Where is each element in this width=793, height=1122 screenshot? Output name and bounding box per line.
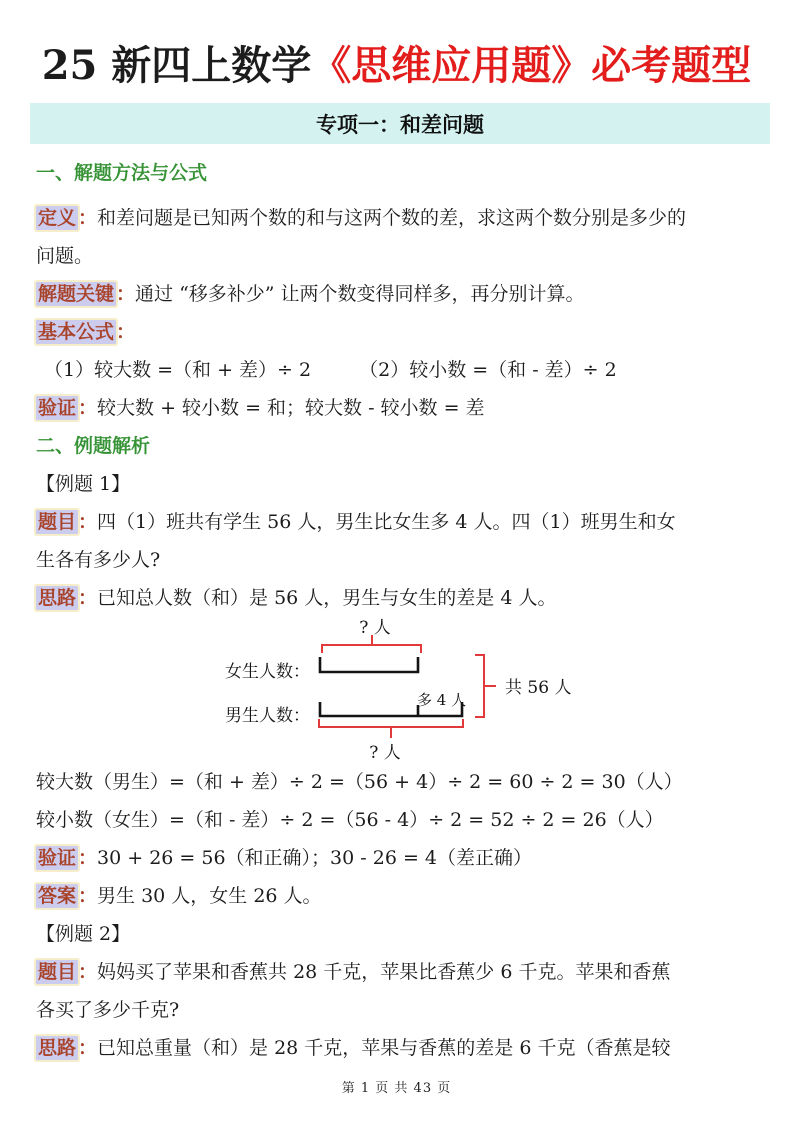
- example2-question-text-cont: 各买了多少千克?: [36, 999, 180, 1021]
- content-area: [36, 158, 757, 1067]
- diagram-bottom-question-label: ? 人: [369, 743, 401, 763]
- example1-question-line1: [36, 503, 757, 541]
- verify-rule-text: 较大数 + 较小数 = 和；较大数 - 较小数 = 差: [97, 397, 485, 419]
- example1-idea-label: 思路: [38, 587, 77, 609]
- page-title-red-book-part: 《思维应用题》: [311, 42, 592, 89]
- key-method-text: 通过 “移多补少” 让两个数变得同样多，再分别计算。: [135, 283, 585, 305]
- example1-idea-text: 已知总人数（和）是 56 人，男生与女生的差是 4 人。: [97, 587, 557, 609]
- example1-answer-line: [36, 877, 757, 915]
- definition-line1: [36, 199, 757, 237]
- example1-question-colon: ：: [78, 511, 98, 533]
- example1-answer-text: 男生 30 人，女生 26 人。: [97, 885, 322, 907]
- example1-verify-label: 验证: [38, 847, 77, 869]
- example1-idea-line: [36, 579, 757, 617]
- example2-question-line2: [36, 991, 757, 1029]
- example2-question-colon: ：: [78, 961, 98, 983]
- definition-colon: ：: [78, 207, 98, 229]
- example2-idea-text: 已知总重量（和）是 28 千克，苹果与香蕉的差是 6 千克（香蕉是较: [97, 1037, 671, 1059]
- example1-verify-text: 30 + 26 = 56（和正确）；30 - 26 = 4（差正确）: [97, 847, 533, 869]
- example1-solution: [36, 763, 757, 1067]
- example1-bar-diagram: [36, 617, 757, 763]
- section2-heading: 二、例题解析: [36, 435, 151, 457]
- diagram-boys-label: 男生人数：: [225, 706, 310, 726]
- example1-question-line2: [36, 541, 757, 579]
- example1-verify-line: [36, 839, 757, 877]
- formula-label-line: [36, 313, 757, 351]
- key-method-line: [36, 275, 757, 313]
- diagram-girls-bar: [320, 657, 418, 672]
- example1-calc-smaller: 较小数（女生）=（和 - 差）÷ 2 =（56 - 4）÷ 2 = 52 ÷ 2 = 26（人）: [36, 809, 664, 831]
- example2-idea-colon: ：: [78, 1037, 98, 1059]
- diagram-total-brace: [475, 655, 496, 717]
- key-method-label: 解题关键: [38, 283, 115, 305]
- example2-title: 【例题 2】: [36, 923, 131, 945]
- example1-answer-colon: ：: [78, 885, 98, 907]
- verify-rule-line: [36, 389, 757, 427]
- example2-question-text: 妈妈买了苹果和香蕉共 28 千克，苹果比香蕉少 6 千克。苹果和香蕉: [97, 961, 671, 983]
- formula-line: [36, 351, 757, 389]
- page-footer: [0, 1079, 793, 1099]
- definition-label: 定义: [38, 207, 77, 229]
- definition-text: 和差问题是已知两个数的和与这两个数的差，求这两个数分别是多少的: [97, 207, 687, 229]
- example1-question-text-cont: 生各有多少人?: [36, 549, 161, 571]
- example1-question-text: 四（1）班共有学生 56 人，男生比女生多 4 人。四（1）班男生和女: [97, 511, 676, 533]
- diagram-bottom-bracket: [319, 719, 463, 738]
- example1-title: 【例题 1】: [36, 473, 131, 495]
- page-title: [10, 42, 783, 90]
- page-title-red-suffix: 必考题型: [591, 42, 752, 89]
- example2-idea-line: [36, 1029, 757, 1067]
- topic-banner: [30, 103, 770, 144]
- formula-2: （2）较小数 =（和 - 差）÷ 2: [359, 359, 617, 381]
- diagram-top-question-label: ? 人: [359, 618, 391, 638]
- diagram-girls-label: 女生人数：: [225, 662, 310, 682]
- section1-body: [36, 199, 757, 617]
- example1-idea-colon: ：: [78, 587, 98, 609]
- verify-rule-colon: ：: [78, 397, 98, 419]
- example1-question-label: 题目: [38, 511, 77, 533]
- definition-line2: [36, 237, 757, 275]
- formula-1: （1）较大数 =（和 + 差）÷ 2: [44, 359, 312, 381]
- page-title-black-part: 25 新四上数学: [41, 42, 312, 89]
- diagram-total-label: 共 56 人: [505, 678, 572, 698]
- example2-question-line1: [36, 953, 757, 991]
- example1-calc-larger: 较大数（男生）=（和 + 差）÷ 2 =（56 + 4）÷ 2 = 60 ÷ 2 = 30（人）: [36, 771, 683, 793]
- diagram-extra-label: 多 4 人: [417, 691, 467, 709]
- section1-heading: 一、解题方法与公式: [36, 162, 208, 184]
- example1-verify-colon: ：: [78, 847, 98, 869]
- verify-rule-label: 验证: [38, 397, 77, 419]
- formula-colon: ：: [116, 321, 136, 343]
- page-number-text: 第 1 页 共 43 页: [341, 1081, 452, 1096]
- topic-banner-text: 专项一：和差问题: [316, 111, 484, 137]
- bar-diagram-svg: [36, 617, 757, 763]
- example2-idea-label: 思路: [38, 1037, 77, 1059]
- definition-text-cont: 问题。: [36, 245, 94, 267]
- diagram-top-bracket: [322, 635, 421, 653]
- example1-answer-label: 答案: [38, 885, 77, 907]
- example2-question-label: 题目: [38, 961, 77, 983]
- key-method-colon: ：: [116, 283, 136, 305]
- formula-label: 基本公式: [38, 321, 115, 343]
